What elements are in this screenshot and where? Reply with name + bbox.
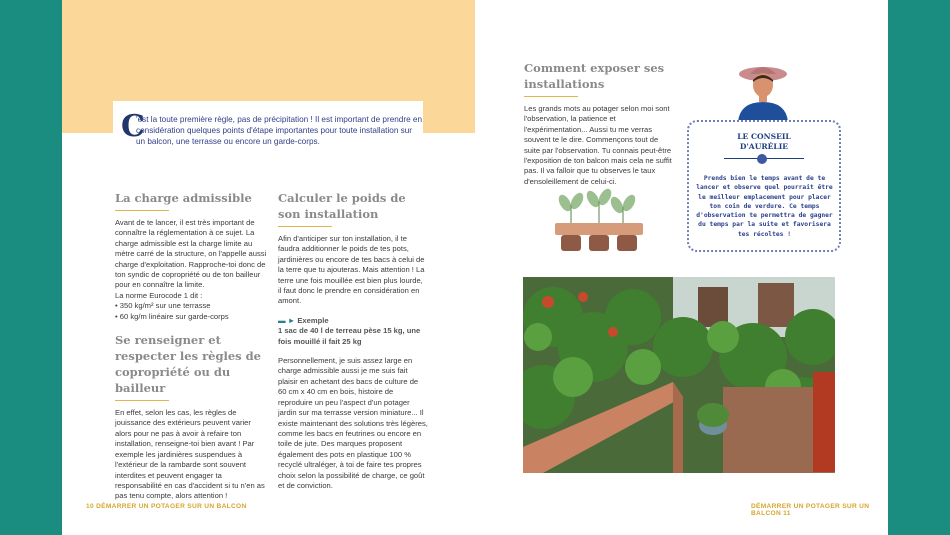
- column-1: [115, 190, 267, 502]
- balcony-garden-photo: [523, 277, 835, 473]
- heading-rule: [278, 226, 332, 228]
- column-2: [278, 190, 428, 491]
- heading-calculer-poids: Calculer le poids de son installation: [278, 191, 406, 221]
- aurelie-portrait-illustration: [728, 60, 798, 122]
- norm-intro: La norme Eurocode 1 dit :: [115, 290, 203, 300]
- left-page: [62, 0, 475, 535]
- running-title-left: DÉMARRER UN POTAGER SUR UN BALCON: [96, 503, 247, 510]
- conseil-text: Prends bien le temps avant de te lancer et observe quel pourrait être le meilleur emplacement pour placer ton coin de verdure. Ce temps d'observation te permettra de gagner du temps par la suite et favorisera tes récoltes !: [696, 175, 833, 238]
- bullet-garde-corps: • 60 kg/m linéaire sur garde-corps: [115, 311, 229, 321]
- running-title-right: DÉMARRER UN POTAGER SUR UN BALCON: [751, 503, 870, 517]
- conseil-title: LE CONSEIL D'AURÉLIE: [737, 132, 791, 151]
- example-text: 1 sac de 40 l de terreau pèse 15 kg, une fois mouillé il fait 25 kg: [278, 326, 421, 346]
- heading-copropriete: Se renseigner et respecter les règles de copropriété ou du bailleur: [115, 333, 262, 396]
- footer-left: [86, 503, 247, 510]
- page-number-left: 10: [86, 503, 94, 510]
- right-page: [475, 0, 888, 535]
- conseil-dot: [757, 154, 767, 164]
- heading-rule: [115, 210, 169, 212]
- copropriete-text: En effet, selon les cas, les règles de jouissance des extérieurs peuvent varier alors pour ne pas à avoir à refaire ton installation, renseigne-toi bien avant ! Par exemple les jardinières suspendues à l'extérieur de la rambarde sont souvent interdites et peuvent engager ta responsabilité en cas d'accident si tu n'en as pas tenu compte, alors attention !: [115, 408, 265, 501]
- right-column: [524, 60, 676, 187]
- heading-rule: [524, 96, 578, 98]
- charge-admissible-text: Avant de te lancer, il est très important de connaître la réglementation à ce sujet. La charge admissible est la charge limite au mètre carré de la structure, on l'appelle aussi charge d'exploitation. Rapproche-toi donc de ton syndic de copropriété ou de ton bailleur pour en connaître la limite.: [115, 218, 267, 290]
- footer-right: [751, 503, 888, 517]
- example-label: ▬ ► Exemple: [278, 315, 329, 325]
- page-number-right: 11: [783, 510, 791, 517]
- intro-box: [114, 102, 422, 152]
- heading-charge-admissible: La charge admissible: [115, 191, 252, 205]
- intro-text: 'est la toute première règle, pas de précipitation ! Il est important de prendre en considération quelques points d'étape importantes pour toute installation sur un balcon, une terrasse ou encore un garde-corps.: [136, 115, 423, 146]
- conseil-box: [687, 120, 841, 252]
- seedling-pots-illustration: [553, 185, 645, 257]
- bullet-terrasse: • 350 kg/m² sur une terrasse: [115, 301, 211, 311]
- intro-dropcap: C: [121, 109, 145, 144]
- calculer-poids-text: Afin d'anticiper sur ton installation, il te faudra additionner le poids de tes pots, jardinières ou encore de tes bacs à celui de la terre que tu ajouteras. Mais attention ! La terre une fois mouillée est bien plus lourde, il faut donc le prendre en considération en amont.: [278, 234, 425, 306]
- heading-exposer: Comment exposer ses installations: [524, 61, 665, 91]
- heading-rule: [115, 400, 169, 402]
- personnellement-text: Personnellement, je suis assez large en charge admissible aussi je me suis fait plaisir en achetant des bacs de culture de 60 cm x 40 cm en bois, histoire de reproduire un peu l'aspect d'un potager jardin sur ma terrasse version miniature... Il existe maintenant des solutions très légères, comme les bacs en feutrines ou encore en toile de jute. Des marques proposent également des pots en plastique 100 % recyclé ultraléger, à toi de faire tes propres choix selon la possibilité de charge, ce goût et de conviction.: [278, 356, 428, 490]
- example-arrow: ▬ ►: [278, 315, 296, 325]
- exposer-text: Les grands mots au potager selon moi sont l'observation, la patience et l'expérimentation... Aussi tu me verras souvent te le dire. Commençons tout de suite par l'observation. Tu connais peut-être l'exposition de ton balcon mais cela ne suffit pas. Il va falloir que tu observes le taux d'ensoleillement de celui-ci.: [524, 104, 672, 186]
